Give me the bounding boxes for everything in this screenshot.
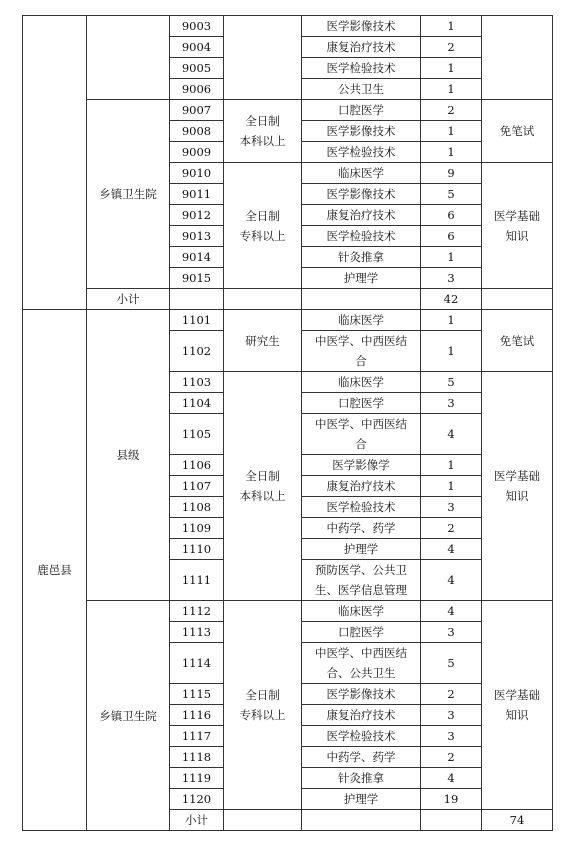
- position-code: 9014: [170, 247, 224, 268]
- major-cell: 护理学: [302, 539, 421, 560]
- empty-cell: [302, 289, 421, 310]
- major-cell: 中医学、中西医结 合: [302, 331, 421, 372]
- position-code: 1107: [170, 476, 224, 497]
- count-cell: 4: [421, 539, 482, 560]
- major-cell: 中医学、中西医结 合: [302, 414, 421, 455]
- major-cell: 临床医学: [302, 601, 421, 622]
- position-code: 1101: [170, 310, 224, 331]
- position-code: 1111: [170, 560, 224, 601]
- major-cell: 医学影像技术: [302, 684, 421, 705]
- major-cell: 临床医学: [302, 372, 421, 393]
- position-code: 1119: [170, 768, 224, 789]
- count-cell: 1: [421, 142, 482, 163]
- level-cell-township: 乡镇卫生院: [87, 100, 170, 289]
- count-cell: 3: [421, 268, 482, 289]
- major-cell: 预防医学、公共卫 生、医学信息管理: [302, 560, 421, 601]
- count-cell: 1: [421, 455, 482, 476]
- major-cell: 中药学、药学: [302, 518, 421, 539]
- exam-cell-exempt: 免笔试: [482, 310, 553, 372]
- major-cell: 护理学: [302, 268, 421, 289]
- major-cell: 针灸推拿: [302, 768, 421, 789]
- education-cell-junior: 全日制 专科以上: [224, 163, 302, 289]
- exam-cell-medical-basic: 医学基础 知识: [482, 601, 553, 810]
- education-cell-bachelor: 全日制 本科以上: [224, 100, 302, 163]
- major-cell: 医学检验技术: [302, 726, 421, 747]
- education-cell: [224, 16, 302, 100]
- position-code: 1102: [170, 331, 224, 372]
- count-cell: 2: [421, 37, 482, 58]
- major-cell: 针灸推拿: [302, 247, 421, 268]
- major-cell: 康复治疗技术: [302, 37, 421, 58]
- count-cell: 5: [421, 643, 482, 684]
- count-cell: 2: [421, 684, 482, 705]
- position-code: 9005: [170, 58, 224, 79]
- subtotal-label: 小计: [87, 289, 170, 310]
- major-cell: 中医学、中西医结 合、公共卫生: [302, 643, 421, 684]
- major-cell: 医学检验技术: [302, 142, 421, 163]
- position-code: 9011: [170, 184, 224, 205]
- position-code: 1106: [170, 455, 224, 476]
- empty-cell: [421, 810, 482, 831]
- county-cell-prev: [23, 16, 87, 310]
- position-code: 9012: [170, 205, 224, 226]
- major-cell: 口腔医学: [302, 622, 421, 643]
- count-cell: 4: [421, 414, 482, 455]
- position-code: 1108: [170, 497, 224, 518]
- level-cell-county: 县级: [87, 310, 170, 601]
- level-cell-township: 乡镇卫生院: [87, 601, 170, 831]
- position-code: 9007: [170, 100, 224, 121]
- count-cell: 4: [421, 601, 482, 622]
- empty-cell: [302, 810, 421, 831]
- major-cell: 医学影像技术: [302, 16, 421, 37]
- position-code: 1116: [170, 705, 224, 726]
- position-code: 1113: [170, 622, 224, 643]
- position-code: 1115: [170, 684, 224, 705]
- position-code: 9006: [170, 79, 224, 100]
- count-cell: 1: [421, 310, 482, 331]
- count-cell: 4: [421, 560, 482, 601]
- major-cell: 医学影像技术: [302, 121, 421, 142]
- exam-cell: [482, 16, 553, 100]
- count-cell: 3: [421, 622, 482, 643]
- education-cell-graduate: 研究生: [224, 310, 302, 372]
- exam-cell-exempt: 免笔试: [482, 100, 553, 163]
- position-code: 1120: [170, 789, 224, 810]
- subtotal-label: 小计: [170, 810, 224, 831]
- position-code: 9010: [170, 163, 224, 184]
- major-cell: 康复治疗技术: [302, 205, 421, 226]
- count-cell: 1: [421, 331, 482, 372]
- count-cell: 1: [421, 247, 482, 268]
- empty-cell: [224, 289, 302, 310]
- position-code: 9015: [170, 268, 224, 289]
- count-cell: 19: [421, 789, 482, 810]
- position-code: 1118: [170, 747, 224, 768]
- education-cell-bachelor: 全日制 本科以上: [224, 372, 302, 601]
- major-cell: 医学影像技术: [302, 184, 421, 205]
- empty-cell: [224, 810, 302, 831]
- major-cell: 口腔医学: [302, 393, 421, 414]
- subtotal-value: 74: [482, 810, 553, 831]
- count-cell: 2: [421, 518, 482, 539]
- position-code: 9003: [170, 16, 224, 37]
- major-cell: 康复治疗技术: [302, 705, 421, 726]
- major-cell: 公共卫生: [302, 79, 421, 100]
- exam-cell-medical-basic: 医学基础 知识: [482, 163, 553, 289]
- count-cell: 3: [421, 705, 482, 726]
- position-code: 1117: [170, 726, 224, 747]
- subtotal-row: [23, 289, 553, 310]
- major-cell: 中药学、药学: [302, 747, 421, 768]
- count-cell: 9: [421, 163, 482, 184]
- recruitment-table: [22, 15, 553, 831]
- position-code: 1103: [170, 372, 224, 393]
- position-code: 1109: [170, 518, 224, 539]
- position-code: 9013: [170, 226, 224, 247]
- position-code: 1112: [170, 601, 224, 622]
- major-cell: 临床医学: [302, 310, 421, 331]
- count-cell: 6: [421, 226, 482, 247]
- county-cell-luyi: 鹿邑县: [23, 310, 87, 831]
- position-code: 1114: [170, 643, 224, 684]
- position-code: 1110: [170, 539, 224, 560]
- count-cell: 1: [421, 79, 482, 100]
- count-cell: 5: [421, 184, 482, 205]
- major-cell: 康复治疗技术: [302, 476, 421, 497]
- count-cell: 5: [421, 372, 482, 393]
- level-cell-prev: [87, 16, 170, 100]
- major-cell: 口腔医学: [302, 100, 421, 121]
- count-cell: 2: [421, 747, 482, 768]
- major-cell: 医学影像学: [302, 455, 421, 476]
- position-code: 1105: [170, 414, 224, 455]
- position-code: 1104: [170, 393, 224, 414]
- count-cell: 2: [421, 100, 482, 121]
- education-cell-junior: 全日制 专科以上: [224, 601, 302, 810]
- empty-cell: [170, 289, 224, 310]
- position-code: 9004: [170, 37, 224, 58]
- count-cell: 1: [421, 16, 482, 37]
- position-code: 9008: [170, 121, 224, 142]
- subtotal-value: 42: [421, 289, 482, 310]
- major-cell: 临床医学: [302, 163, 421, 184]
- count-cell: 1: [421, 58, 482, 79]
- count-cell: 1: [421, 121, 482, 142]
- count-cell: 3: [421, 497, 482, 518]
- count-cell: 4: [421, 768, 482, 789]
- major-cell: 医学检验技术: [302, 58, 421, 79]
- major-cell: 医学检验技术: [302, 497, 421, 518]
- count-cell: 3: [421, 726, 482, 747]
- count-cell: 1: [421, 476, 482, 497]
- major-cell: 护理学: [302, 789, 421, 810]
- position-code: 9009: [170, 142, 224, 163]
- exam-cell-medical-basic: 医学基础 知识: [482, 372, 553, 601]
- major-cell: 医学检验技术: [302, 226, 421, 247]
- count-cell: 6: [421, 205, 482, 226]
- count-cell: 3: [421, 393, 482, 414]
- empty-cell: [482, 289, 553, 310]
